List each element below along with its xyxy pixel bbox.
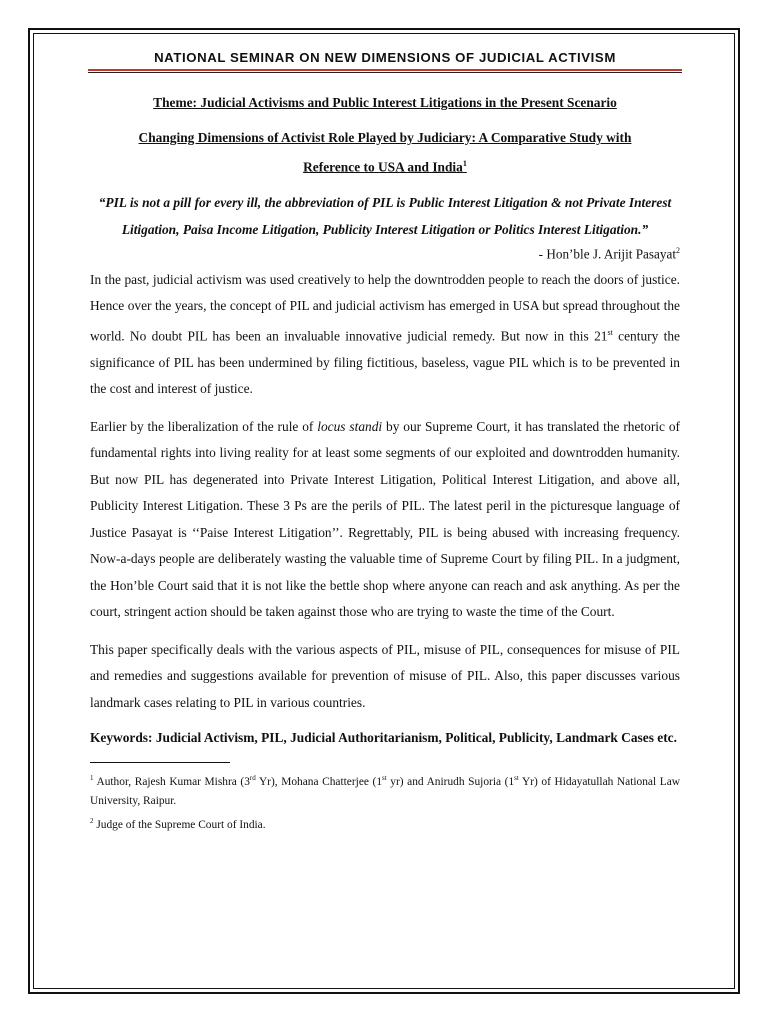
footnote-1-sup-b: st [382,773,387,782]
header-rule-dark [88,72,682,73]
paragraph-2-text-a: Earlier by the liberalization of the rule of [90,418,318,434]
document-page [90,40,680,834]
footnote-1-text-c: yr) and Anirudh Sujoria (1 [386,775,515,788]
paragraph-1-text-b: century the significance of PIL has been undermined by filing fictitious, baseless, vague PIL which is to be prevented in the cost and interest of justice. [90,328,680,397]
paragraph-2 [90,414,680,626]
footnote-1 [90,769,680,811]
theme-line: Theme: Judicial Activisms and Public Interest Litigations in the Present Scenario [153,95,617,110]
footnote-separator [90,762,230,763]
footnote-2 [90,812,680,835]
paper-title-line1: Changing Dimensions of Activist Role Played by Judiciary: A Comparative Study with [138,130,632,145]
paper-title [90,125,680,180]
paragraph-1-text-a: In the past, judicial activism was used creatively to help the downtrodden people to reach the doors of justice. Hence over the years, the concept of PIL and judicial activism has emerged in USA but spread throughout the world. No doubt PIL has been an invaluable innovative judicial remedy. But now in this 21 [90,271,680,344]
title-footnote-mark: 1 [462,159,467,168]
footnote-1-text-d: Yr) of Hidayatullah National Law University, Raipur. [90,775,680,807]
paragraph-2-text-b: by our Supreme Court, it has translated the rhetoric of fundamental rights into living reality for at least some segments of our exploited and downtrodden humanity. But now PIL has degenerated into Private Interest Litigation, Political Interest Litigation, and above all, Publicity Interest Litigation. These 3 Ps are the perils of PIL. The latest peril in the picturesque language of Justice Pasayat is ‘‘Paise Interest Litigation’’. Regrettably, PIL is being abused with increasing frequency. Now-a-days people are deliberately wasting the valuable time of Supreme Court by filing PIL. In a judgment, the Hon’ble Court said that it is not like the bettle shop where anyone can reach and ask anything. As per the court, stringent action should be taken against those who are trying to waste the time of the Court. [90,418,680,620]
attribution-text: - Hon’ble J. Arijit Pasayat [538,246,676,262]
attribution-footnote-mark: 2 [676,246,680,256]
quote-attribution [90,241,680,264]
header-rule-red [88,69,682,71]
footnote-2-text: Judge of the Supreme Court of India. [93,818,266,831]
footnote-1-sup-a: rd [249,773,256,782]
paper-title-line2: Reference to USA and India [303,159,463,175]
footnote-1-text-b: Yr), Mohana Chatterjee (1 [255,775,383,788]
paragraph-1-sup: st [607,327,613,337]
paragraph-2-italic: locus standi [317,418,383,434]
seminar-header: NATIONAL SEMINAR ON NEW DIMENSIONS OF JUDICIAL ACTIVISM [154,50,616,65]
paragraph-3: This paper specifically deals with the various aspects of PIL, misuse of PIL, consequences for misuse of PIL and remedies and suggestions available for prevention of misuse of PIL. Also, this paper discusses various landmark cases relating to PIL in various countries. [90,641,680,710]
footnote-2-mark: 2 [90,816,94,825]
keywords: Keywords: Judicial Activism, PIL, Judicial Authoritarianism, Political, Publicity, Landmark Cases etc. [90,730,677,746]
paragraph-1 [90,267,680,403]
footnote-1-text-a: Author, Rajesh Kumar Mishra (3 [93,775,250,788]
footnote-1-sup-c: st [514,773,519,782]
epigraph-quote: “PIL is not a pill for every ill, the abbreviation of PIL is Public Interest Litigation & not Private Interest Litigation, Paisa Income Litigation, Publicity Interest Litigation or Politics Interest Litigation.” [98,195,672,237]
footnote-1-mark: 1 [90,773,94,782]
